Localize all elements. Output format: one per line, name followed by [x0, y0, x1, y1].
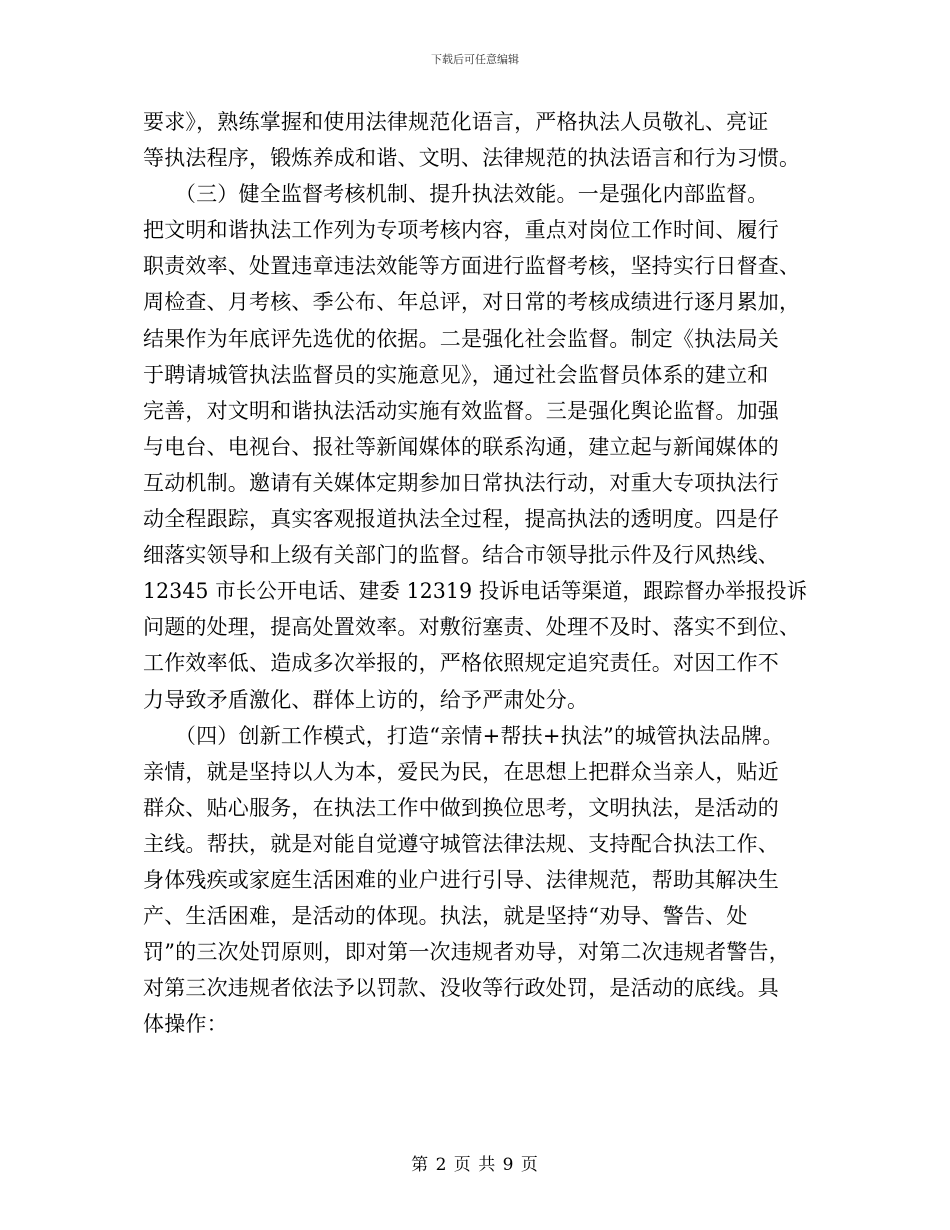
text-line: 等执法程序，锻炼养成和谐、文明、法律规范的执法语言和行为习惯。 [143, 146, 801, 171]
text-line: 12345 市长公开电话、建委 12319 投诉电话等渠道，跟踪督办举报投诉 [143, 579, 808, 604]
text-line: 动全程跟踪，真实客观报道执法全过程，提高执法的透明度。四是仔 [143, 507, 779, 532]
text-line: 互动机制。邀请有关媒体定期参加日常执法行动，对重大专项执法行 [143, 470, 779, 495]
text-line: 与电台、电视台、报社等新闻媒体的联系沟通，建立起与新闻媒体的 [143, 434, 779, 459]
text-line: 亲情，就是坚持以人为本，爱民为民，在思想上把群众当亲人，贴近 [143, 759, 779, 784]
text-line: 产、生活困难，是活动的体现。执法，就是坚持“劝导、警告、处 [143, 904, 748, 929]
text-line: 周检查、月考核、季公布、年总评，对日常的考核成绩进行逐月累加， [143, 290, 801, 315]
text-line: 完善，对文明和谐执法活动实施有效监督。三是强化舆论监督。加强 [143, 398, 779, 423]
text-line: 细落实领导和上级有关部门的监督。结合市领导批示件及行风热线、 [143, 543, 779, 568]
text-line: 身体残疾或家庭生活困难的业户进行引导、法律规范，帮助其解决生 [143, 867, 779, 892]
text-line: 工作效率低、造成多次举报的，严格依照规定追究责任。对因工作不 [143, 651, 779, 676]
text-line: 力导致矛盾激化、群体上访的，给予严肃处分。 [143, 687, 589, 712]
text-line: 罚”的三次处罚原则，即对第一次违规者劝导，对第二次违规者警告， [143, 940, 790, 965]
text-line: 对第三次违规者依法予以罚款、没收等行政处罚，是活动的底线。具 [143, 976, 779, 1001]
text-line: （四）创新工作模式，打造“亲情+帮扶+执法”的城管执法品牌。 [143, 723, 784, 748]
text-line: （三）健全监督考核机制、提升执法效能。一是强化内部监督。 [143, 182, 769, 207]
document-body [143, 104, 807, 1042]
text-line: 群众、贴心服务，在执法工作中做到换位思考，文明执法，是活动的 [143, 795, 779, 820]
text-line: 问题的处理，提高处置效率。对敷衍塞责、处理不及时、落实不到位、 [143, 615, 801, 640]
text-line: 要求》，熟练掌握和使用法律规范化语言，严格执法人员敬礼、亮证 [143, 110, 769, 134]
page-footer: 第 2 页 共 9 页 [411, 1155, 539, 1175]
text-line: 主线。帮扶，就是对能自觉遵守城管法律法规、支持配合执法工作、 [143, 831, 779, 856]
text-line: 于聘请城管执法监督员的实施意见》，通过社会监督员体系的建立和 [143, 362, 769, 387]
page-header: 下载后可任意编辑 [431, 53, 519, 66]
text-line: 职责效率、处置违章违法效能等方面进行监督考核，坚持实行日督查、 [143, 254, 801, 279]
text-line: 把文明和谐执法工作列为专项考核内容，重点对岗位工作时间、履行 [143, 218, 779, 243]
text-line: 体操作： [143, 1012, 228, 1037]
text-line: 结果作为年底评先选优的依据。二是强化社会监督。制定《执法局关 [143, 326, 779, 351]
